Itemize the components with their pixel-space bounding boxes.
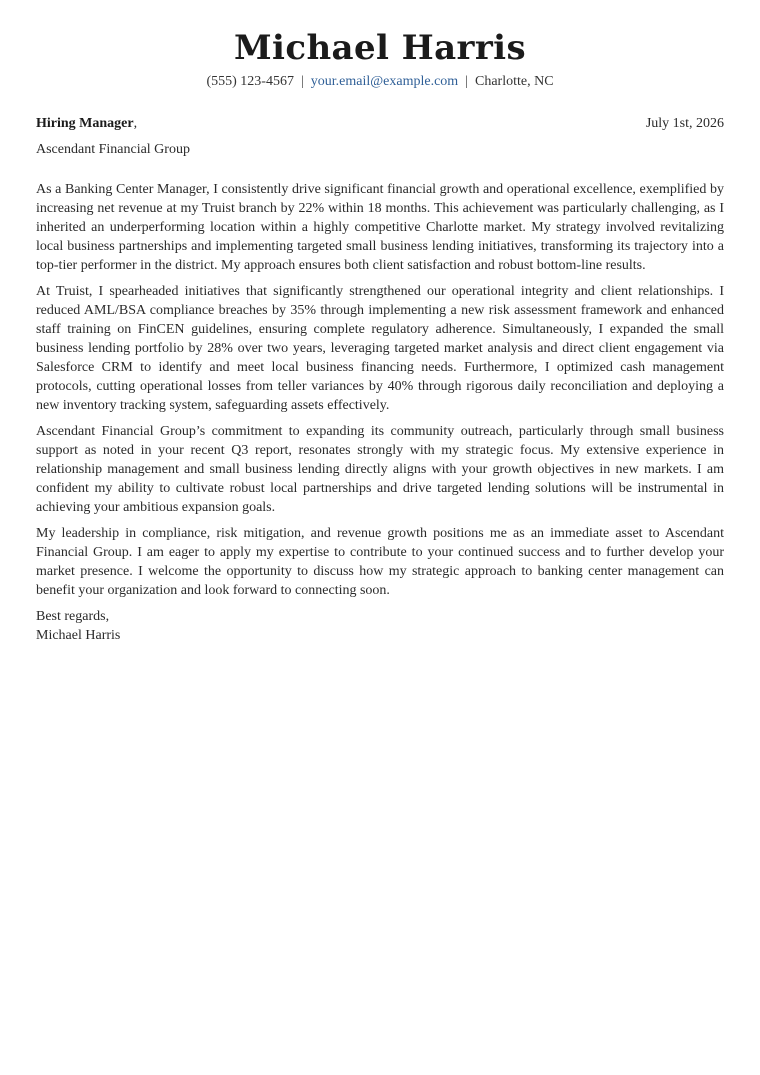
paragraph: As a Banking Center Manager, I consistently drive significant financial growth and operational excellence, exemplified by increasing net revenue at my Truist branch by 22% within 18 months. This achievement was particularly challenging, as I inherited an underperforming location within a highly competitive Charlotte market. My strategy involved revitalizing local business partnerships and implementing targeted small business lending initiatives, transforming its trajectory into a top-tier performer in the district. My approach ensures both client satisfaction and robust bottom-line results. (36, 182, 724, 273)
letter-body (36, 180, 724, 645)
paragraph: My leadership in compliance, risk mitigation, and revenue growth positions me as an immediate asset to Ascendant Financial Group. I am eager to apply my expertise to contribute to your continued success and to further develop your market presence. I welcome the opportunity to discuss how my strategic approach to banking center management can benefit your organization and look forward to connecting soon. (36, 526, 724, 598)
location: Charlotte, NC (474, 74, 554, 89)
recipient-company: Ascendant Financial Group (36, 142, 190, 157)
letter-date: July 1st, 2026 (645, 116, 724, 131)
closing-salutation: Best regards, (36, 609, 110, 624)
phone-number: (555) 123-4567 (206, 74, 294, 89)
recipient-title-suffix: , (133, 116, 138, 131)
paragraph: At Truist, I spearheaded initiatives that significantly strengthened our operational integrity and client relationships. I reduced AML/BSA compliance breaches by 35% through implementing a new risk assessment framework and enhanced staff training on FinCEN guidelines, ensuring complete regulatory adherence. Simultaneously, I expanded the small business lending portfolio by 28% over two years, leveraging targeted market analysis and direct client engagement via Salesforce CRM to identify and meet local business financing needs. Furthermore, I optimized cash management protocols, cutting operational losses from teller variances by 40% through rigorous daily reconciliation and deploying a new inventory tracking system, safeguarding assets effectively. (36, 284, 724, 413)
email-link[interactable]: your.email@example.com (310, 74, 459, 89)
recipient-title-line (36, 114, 137, 133)
recipient-row (36, 114, 724, 133)
separator: | (300, 74, 304, 89)
signature: Michael Harris (36, 628, 121, 643)
recipient-title: Hiring Manager (36, 116, 134, 131)
closing-block (36, 607, 724, 645)
separator: | (465, 74, 468, 89)
applicant-name: Michael Harris (233, 28, 527, 68)
paragraph: Ascendant Financial Group’s commitment to expanding its community outreach, particularly through small business support as noted in your recent Q3 report, resonates strongly with my strategic focus. My extensive experience in relationship management and small business lending directly aligns with your growth objectives in new markets. I am confident my ability to cultivate robust local partnerships and drive targeted lending solutions will be instrumental in achieving your ambitious expansion goals. (36, 424, 724, 515)
contact-line (0, 73, 760, 91)
